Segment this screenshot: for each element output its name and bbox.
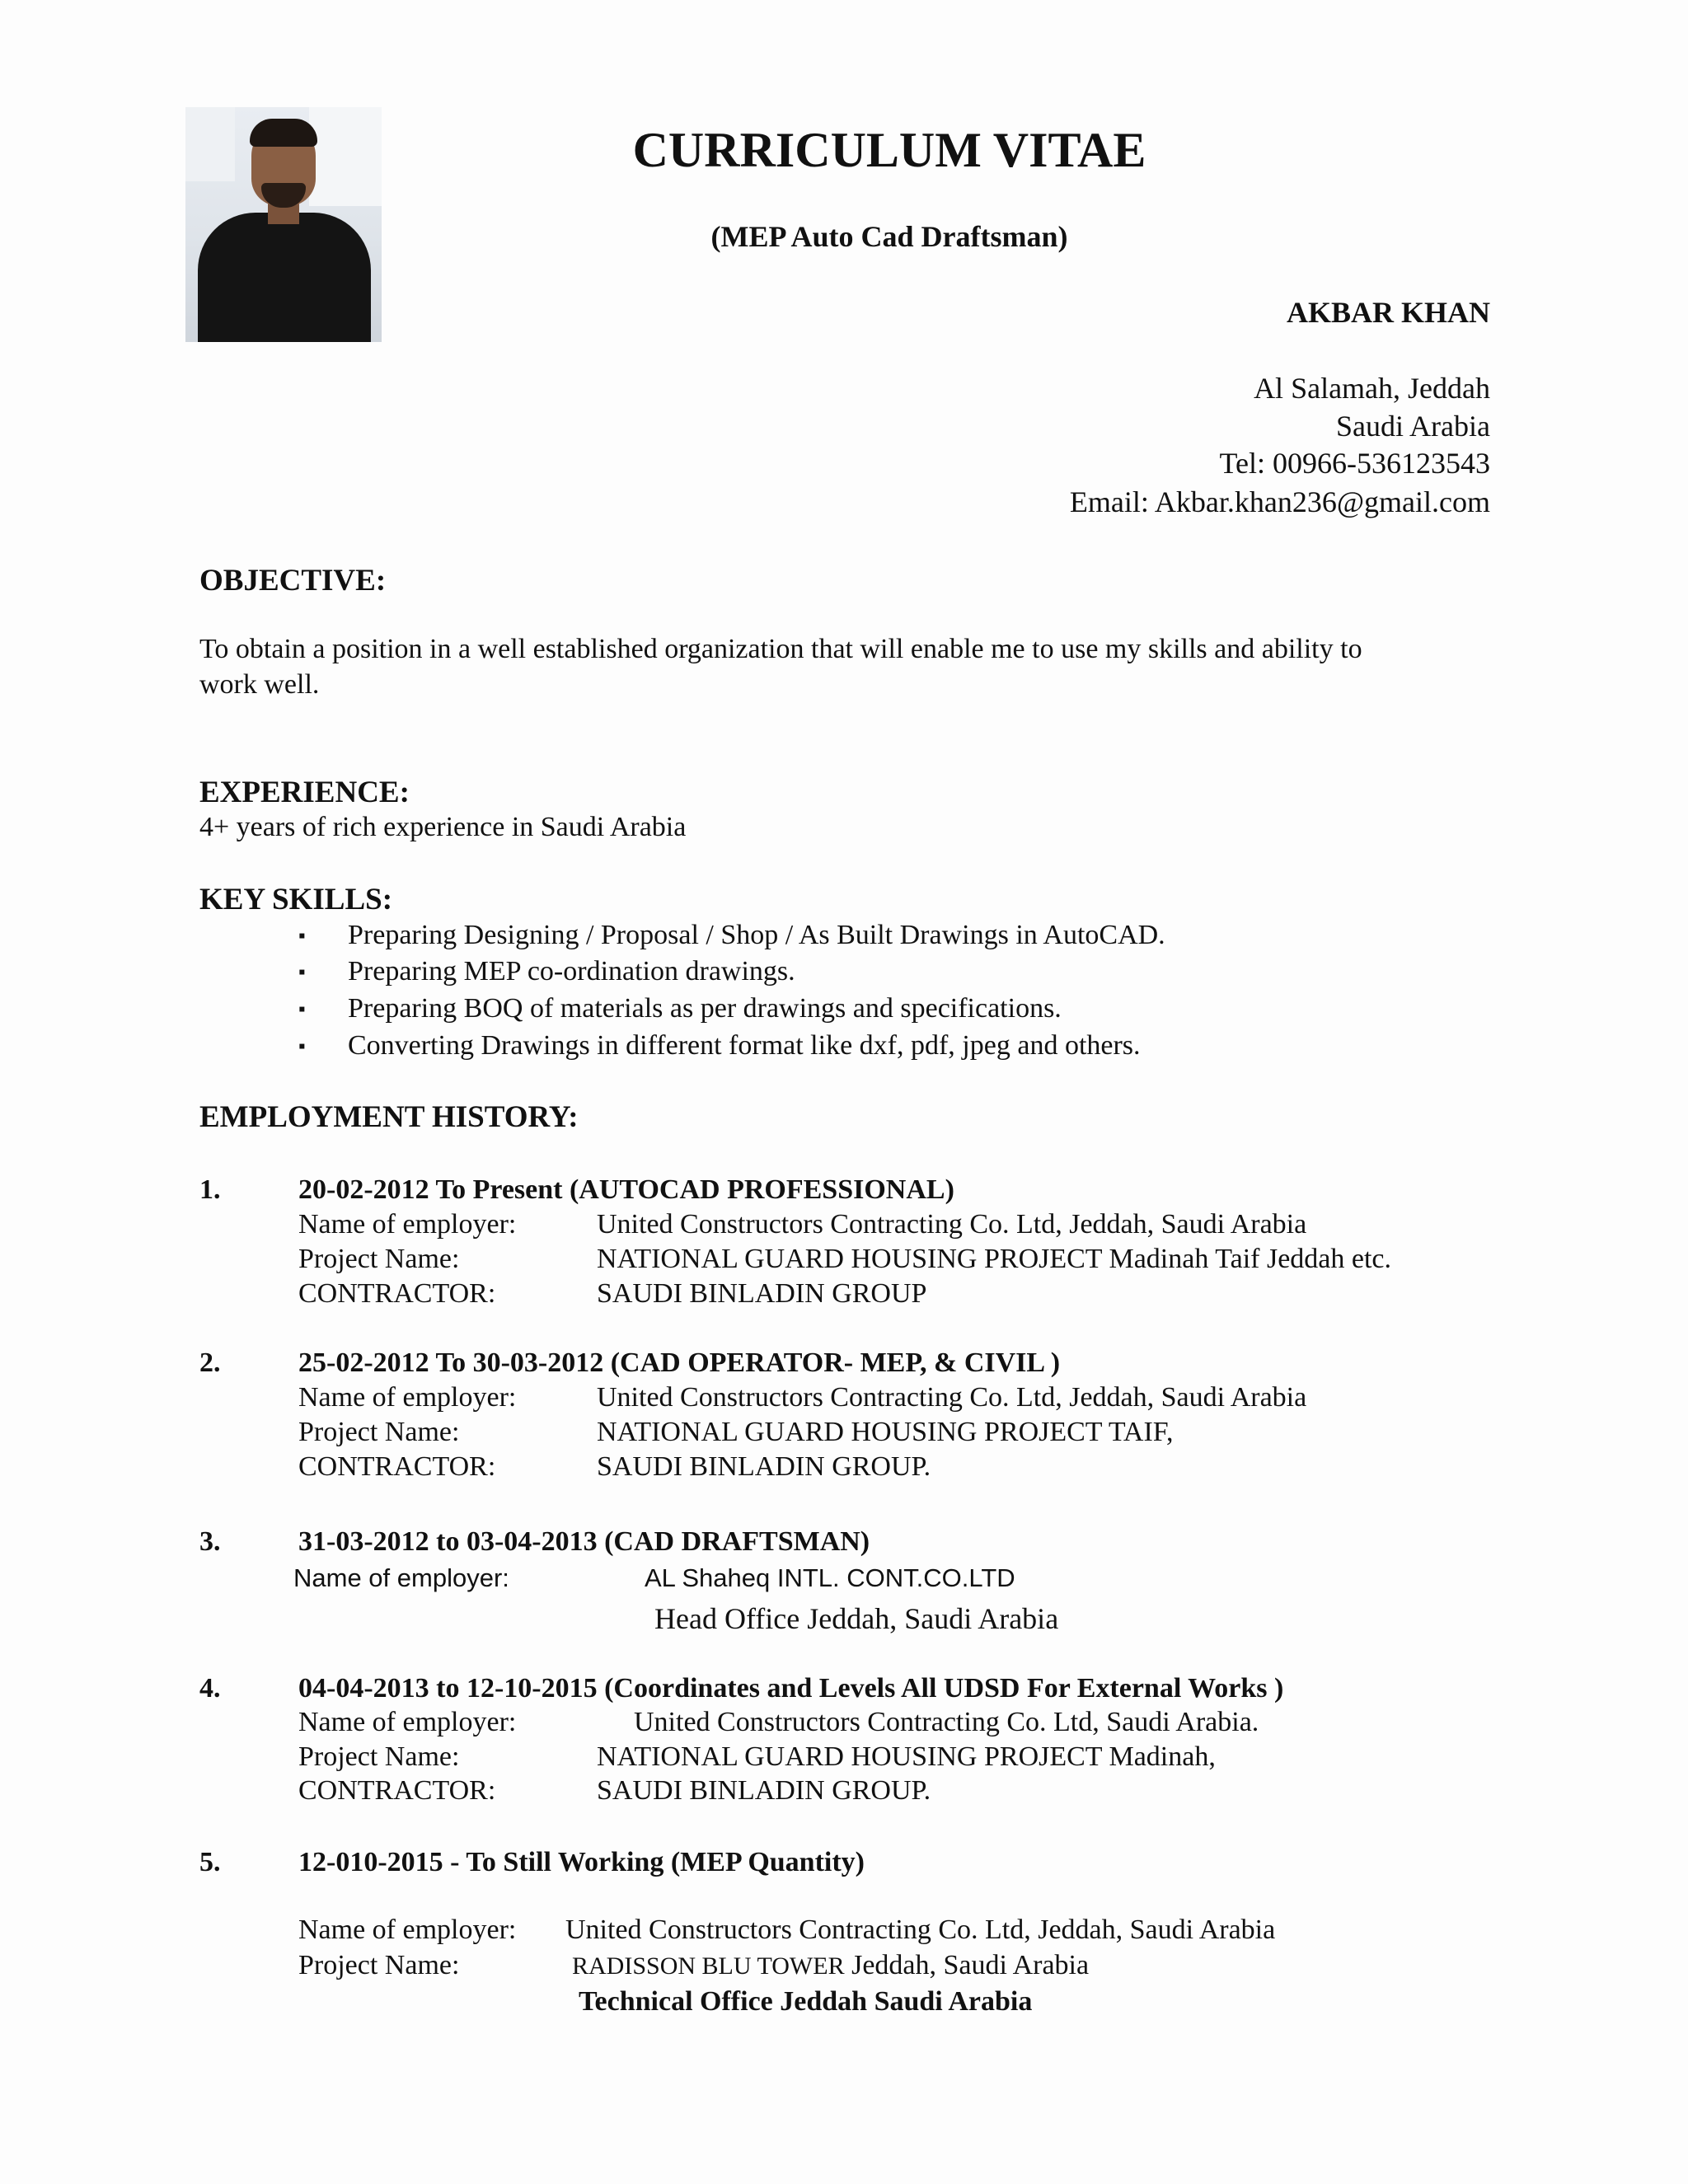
job-number: 1. xyxy=(199,1174,221,1205)
address-line-2: Saudi Arabia xyxy=(1336,410,1490,443)
skill-item: Preparing MEP co-ordination drawings. xyxy=(348,956,795,987)
job-number: 2. xyxy=(199,1347,221,1378)
bullet-icon: ▪ xyxy=(298,962,306,983)
bullet-icon: ▪ xyxy=(298,999,306,1020)
phone-number: Tel: 00966-536123543 xyxy=(1219,447,1490,480)
project-location: Jeddah, Saudi Arabia xyxy=(851,1950,1090,1980)
contractor-label: CONTRACTOR: xyxy=(298,1451,496,1482)
experience-text: 4+ years of rich experience in Saudi Arabia xyxy=(199,812,687,842)
email-address: Email: Akbar.khan236@gmail.com xyxy=(1069,485,1490,518)
employer-value: United Constructors Contracting Co. Ltd, Saudi Arabia. xyxy=(634,1707,1259,1737)
objective-heading: OBJECTIVE: xyxy=(199,564,387,598)
bullet-icon: ▪ xyxy=(298,926,306,947)
technical-office: Technical Office Jeddah Saudi Arabia xyxy=(579,1986,1033,2017)
project-label: Project Name: xyxy=(298,1741,460,1772)
bullet-icon: ▪ xyxy=(298,1036,306,1057)
project-value: NATIONAL GUARD HOUSING PROJECT TAIF, xyxy=(597,1417,1174,1447)
job-number: 3. xyxy=(199,1526,221,1557)
employment-history-heading: EMPLOYMENT HISTORY: xyxy=(199,1100,579,1134)
project-value: NATIONAL GUARD HOUSING PROJECT Madinah Taif Jeddah etc. xyxy=(597,1244,1392,1274)
project-name-caps: RADISSON BLU TOWER xyxy=(572,1952,845,1980)
experience-heading: EXPERIENCE: xyxy=(199,776,410,809)
job-title: 20-02-2012 To Present (AUTOCAD PROFESSIONAL) xyxy=(298,1174,954,1205)
employer-value: United Constructors Contracting Co. Ltd, Jeddah, Saudi Arabia xyxy=(597,1382,1307,1413)
job-number: 4. xyxy=(199,1673,221,1704)
job-number: 5. xyxy=(199,1847,221,1877)
objective-text-line-2: work well. xyxy=(199,669,320,700)
job-title: 25-02-2012 To 30-03-2012 (CAD OPERATOR- MEP, & CIVIL ) xyxy=(298,1347,1061,1378)
contractor-label: CONTRACTOR: xyxy=(298,1278,496,1309)
employer-address: Head Office Jeddah, Saudi Arabia xyxy=(654,1602,1059,1635)
address-line-1: Al Salamah, Jeddah xyxy=(1254,372,1490,405)
employer-label: Name of employer: xyxy=(293,1563,509,1592)
job-title: 04-04-2013 to 12-10-2015 (Coordinates and Levels All UDSD For External Works ) xyxy=(298,1673,1284,1704)
project-value: NATIONAL GUARD HOUSING PROJECT Madinah, xyxy=(597,1741,1216,1772)
job-title: 12-010-2015 - To Still Working (MEP Quantity) xyxy=(298,1847,865,1877)
job-title: 31-03-2012 to 03-04-2013 (CAD DRAFTSMAN) xyxy=(298,1526,870,1557)
employer-value: United Constructors Contracting Co. Ltd, Jeddah, Saudi Arabia xyxy=(597,1209,1307,1240)
project-value xyxy=(572,1950,1089,1981)
project-label: Project Name: xyxy=(298,1950,460,1980)
contractor-value: SAUDI BINLADIN GROUP xyxy=(597,1278,927,1309)
contractor-label: CONTRACTOR: xyxy=(298,1775,496,1806)
skill-item: Preparing Designing / Proposal / Shop / As Built Drawings in AutoCAD. xyxy=(348,920,1165,950)
document-subtitle: (MEP Auto Cad Draftsman) xyxy=(710,220,1068,253)
employer-label: Name of employer: xyxy=(298,1382,517,1413)
candidate-name: AKBAR KHAN xyxy=(1286,296,1490,329)
project-label: Project Name: xyxy=(298,1244,460,1274)
document-title: CURRICULUM VITAE xyxy=(632,123,1146,177)
contractor-value: SAUDI BINLADIN GROUP. xyxy=(597,1775,931,1806)
project-label: Project Name: xyxy=(298,1417,460,1447)
employer-value: United Constructors Contracting Co. Ltd, Jeddah, Saudi Arabia xyxy=(565,1915,1276,1945)
objective-text-line-1: To obtain a position in a well established organization that will enable me to use my skills and ability to xyxy=(199,634,1362,664)
employer-label: Name of employer: xyxy=(298,1915,517,1945)
employer-label: Name of employer: xyxy=(298,1209,517,1240)
employer-value: AL Shaheq INTL. CONT.CO.LTD xyxy=(645,1563,1015,1592)
contractor-value: SAUDI BINLADIN GROUP. xyxy=(597,1451,931,1482)
skill-item: Preparing BOQ of materials as per drawings and specifications. xyxy=(348,993,1062,1024)
skill-item: Converting Drawings in different format like dxf, pdf, jpeg and others. xyxy=(348,1030,1141,1061)
employer-label: Name of employer: xyxy=(298,1707,517,1737)
key-skills-heading: KEY SKILLS: xyxy=(199,883,393,916)
